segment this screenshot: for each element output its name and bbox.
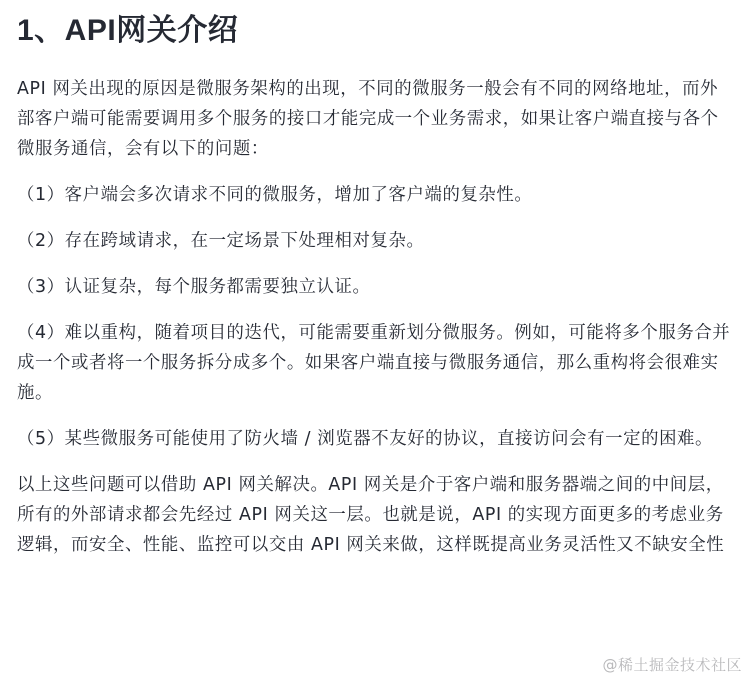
problem-item-4: （4）难以重构，随着项目的迭代，可能需要重新划分微服务。例如，可能将多个服务合并成一个或者将一个服务拆分成多个。如果客户端直接与微服务通信，那么重构将会很难实施。: [17, 323, 731, 403]
problem-item-2: （2）存在跨域请求，在一定场景下处理相对复杂。: [17, 231, 425, 251]
watermark-label: @稀土掘金技术社区: [602, 656, 742, 674]
problem-item-5: （5）某些微服务可能使用了防火墙 / 浏览器不友好的协议，直接访问会有一定的困难。: [17, 429, 714, 449]
problem-item-1: （1）客户端会多次请求不同的微服务，增加了客户端的复杂性。: [17, 185, 533, 205]
problem-item-3: （3）认证复杂，每个服务都需要独立认证。: [17, 277, 371, 297]
conclusion-paragraph: 以上这些问题可以借助 API 网关解决。API 网关是介于客户端和服务器端之间的中间层，所有的外部请求都会先经过 API 网关这一层。也就是说，API 的实现方面更多的考虑业务逻辑，而安全、性能、监控可以交由 API 网关来做，这样既提高业务灵活性又不缺安全性: [17, 475, 725, 555]
intro-paragraph: API 网关出现的原因是微服务架构的出现，不同的微服务一般会有不同的网络地址，而外部客户端可能需要调用多个服务的接口才能完成一个业务需求，如果让客户端直接与各个微服务通信，会有以下的问题：: [17, 79, 719, 159]
article-body: [17, 0, 733, 560]
section-heading: 1、API网关介绍: [17, 14, 239, 47]
